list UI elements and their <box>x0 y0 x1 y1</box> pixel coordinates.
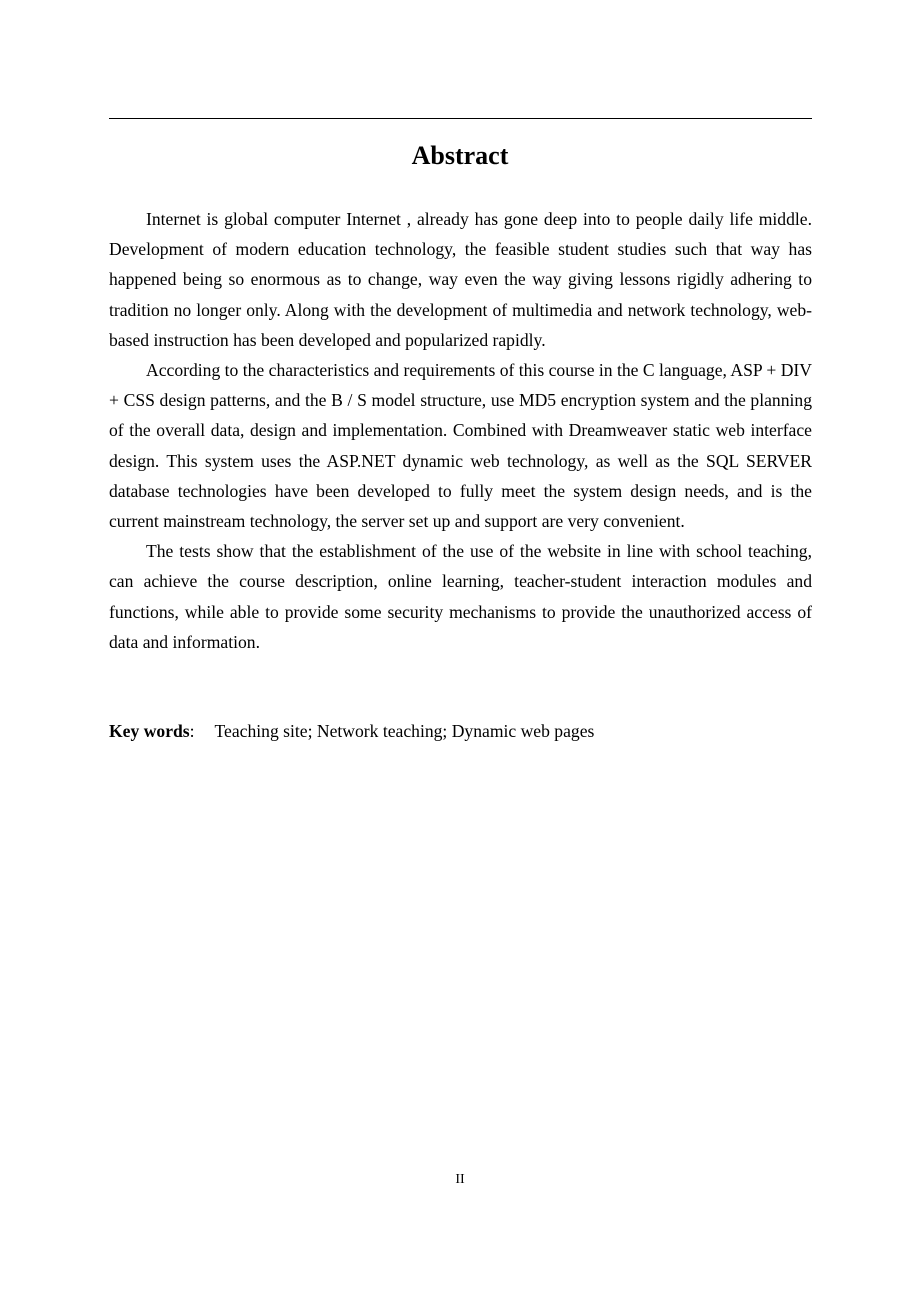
abstract-paragraph-3: The tests show that the establishment of the use of the website in line with school teaching, can achieve the course description, online learning, teacher-student interaction modules and functions, while able to provide some security mechanisms to provide the unauthorized access of data and information. <box>109 541 812 652</box>
header-rule <box>109 118 812 119</box>
keywords-label: Key words <box>109 721 190 741</box>
page-title: Abstract <box>411 141 509 170</box>
keywords-line <box>109 716 812 746</box>
abstract-body <box>109 204 812 657</box>
keywords-colon: : <box>189 721 195 741</box>
page-number: II <box>455 1172 465 1187</box>
abstract-paragraph-1: Internet is global computer Internet , already has gone deep into to people daily life middle. Development of modern education technology, the feasible student studies such that way has happened being so enormous as to change, way even the way giving lessons rigidly adhering to tradition no longer only. Along with the development of multimedia and network technology, web-based instruction has been developed and popularized rapidly. <box>109 209 812 350</box>
abstract-paragraph-2: According to the characteristics and requirements of this course in the C language, ASP + DIV + CSS design patterns, and the B / S model structure, use MD5 encryption system and the planning of the overall data, design and implementation. Combined with Dreamweaver static web interface design. This system uses the ASP.NET dynamic web technology, as well as the SQL SERVER database technologies have been developed to fully meet the system design needs, and is the current mainstream technology, the server set up and support are very convenient. <box>109 360 812 532</box>
keywords-value: Teaching site; Network teaching; Dynamic web pages <box>214 721 595 741</box>
